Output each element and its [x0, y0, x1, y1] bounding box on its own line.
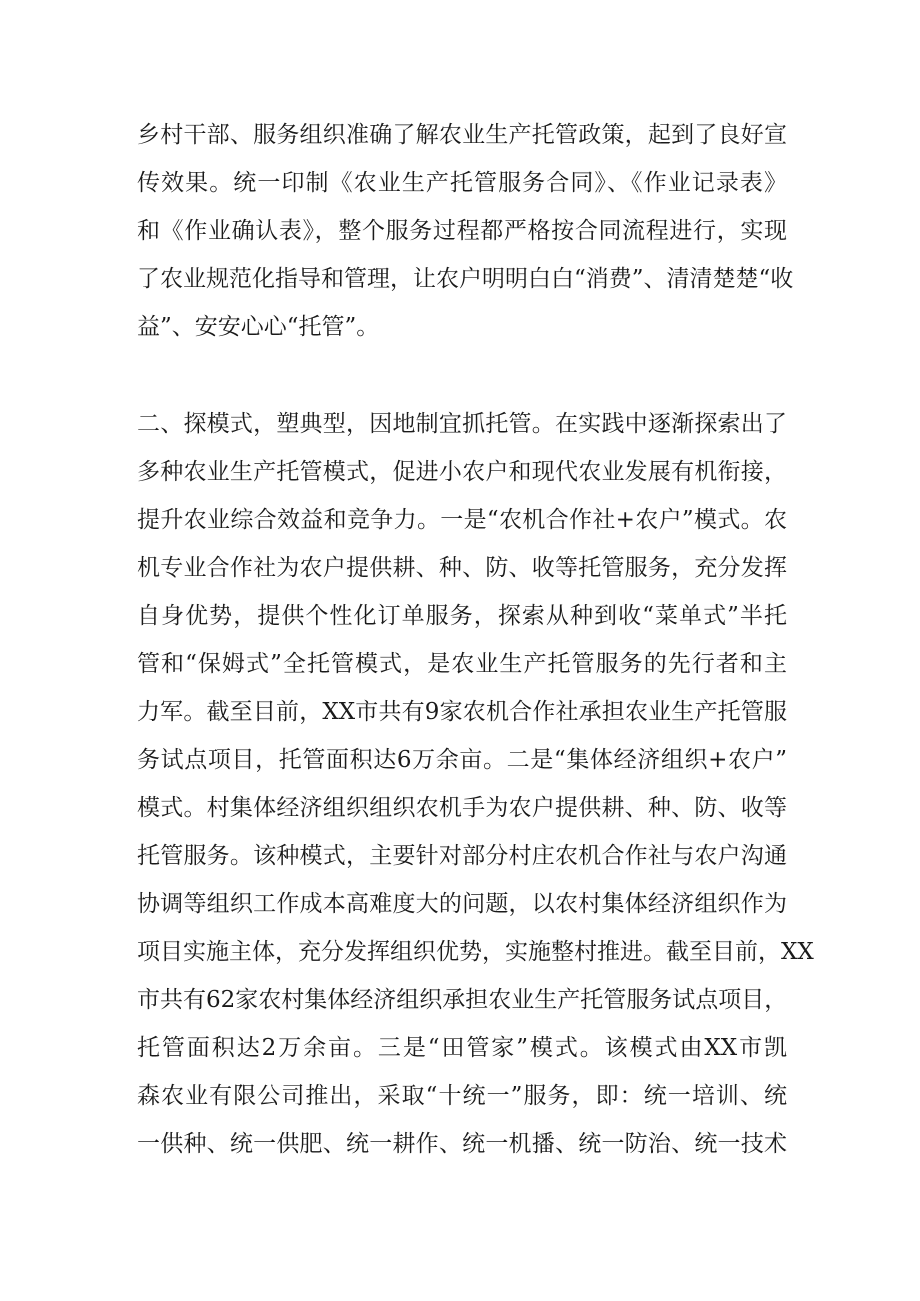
paragraph-models [137, 400, 814, 1168]
text-line: 托管面积达2万余亩。三是“田管家”模式。该模式由XX市凯 [137, 1035, 787, 1061]
text-line: 力军。截至目前，XX市共有9家农机合作社承担农业生产托管服 [137, 699, 787, 725]
text-line: 项目实施主体，充分发挥组织优势，实施整村推进。截至目前，XX [137, 939, 814, 965]
text-line: 二、探模式，塑典型，因地制宜抓托管。在实践中逐渐探索出了 [137, 411, 787, 437]
text-line: 提升农业综合效益和竞争力。一是“农机合作社+农户”模式。农 [137, 507, 787, 533]
text-line: 多种农业生产托管模式，促进小农户和现代农业发展有机衔接， [137, 459, 787, 485]
paragraph-publicity [137, 111, 794, 351]
text-line: 一供种、统一供肥、统一耕作、统一机播、统一防治、统一技术 [137, 1131, 787, 1157]
text-line: 协调等组织工作成本高难度大的问题，以农村集体经济组织作为 [137, 891, 787, 917]
text-line: 市共有62家农村集体经济组织承担农业生产托管服务试点项目， [137, 987, 788, 1013]
text-line: 了农业规范化指导和管理，让农户明明白白“消费”、清清楚楚“收 [137, 266, 794, 292]
text-line: 和《作业确认表》，整个服务过程都严格按合同流程进行，实现 [137, 218, 787, 244]
text-line: 益”、安安心心“托管”。 [137, 314, 380, 340]
text-line: 务试点项目，托管面积达6万余亩。二是“集体经济组织+农户” [137, 747, 787, 773]
text-line: 模式。村集体经济组织组织农机手为农户提供耕、种、防、收等 [137, 795, 787, 821]
text-line: 管和“保姆式”全托管模式，是农业生产托管服务的先行者和主 [137, 651, 787, 677]
text-line: 自身优势，提供个性化订单服务，探索从种到收“菜单式”半托 [137, 603, 787, 629]
text-line: 托管服务。该种模式，主要针对部分村庄农机合作社与农户沟通 [137, 843, 787, 869]
text-line: 乡村干部、服务组织准确了解农业生产托管政策，起到了良好宣 [137, 122, 787, 148]
text-line: 机专业合作社为农户提供耕、种、防、收等托管服务，充分发挥 [137, 555, 787, 581]
text-line: 森农业有限公司推出，采取“十统一”服务，即：统一培训、统 [137, 1083, 787, 1109]
text-line: 传效果。统一印制《农业生产托管服务合同》、《作业记录表》 [137, 170, 787, 196]
